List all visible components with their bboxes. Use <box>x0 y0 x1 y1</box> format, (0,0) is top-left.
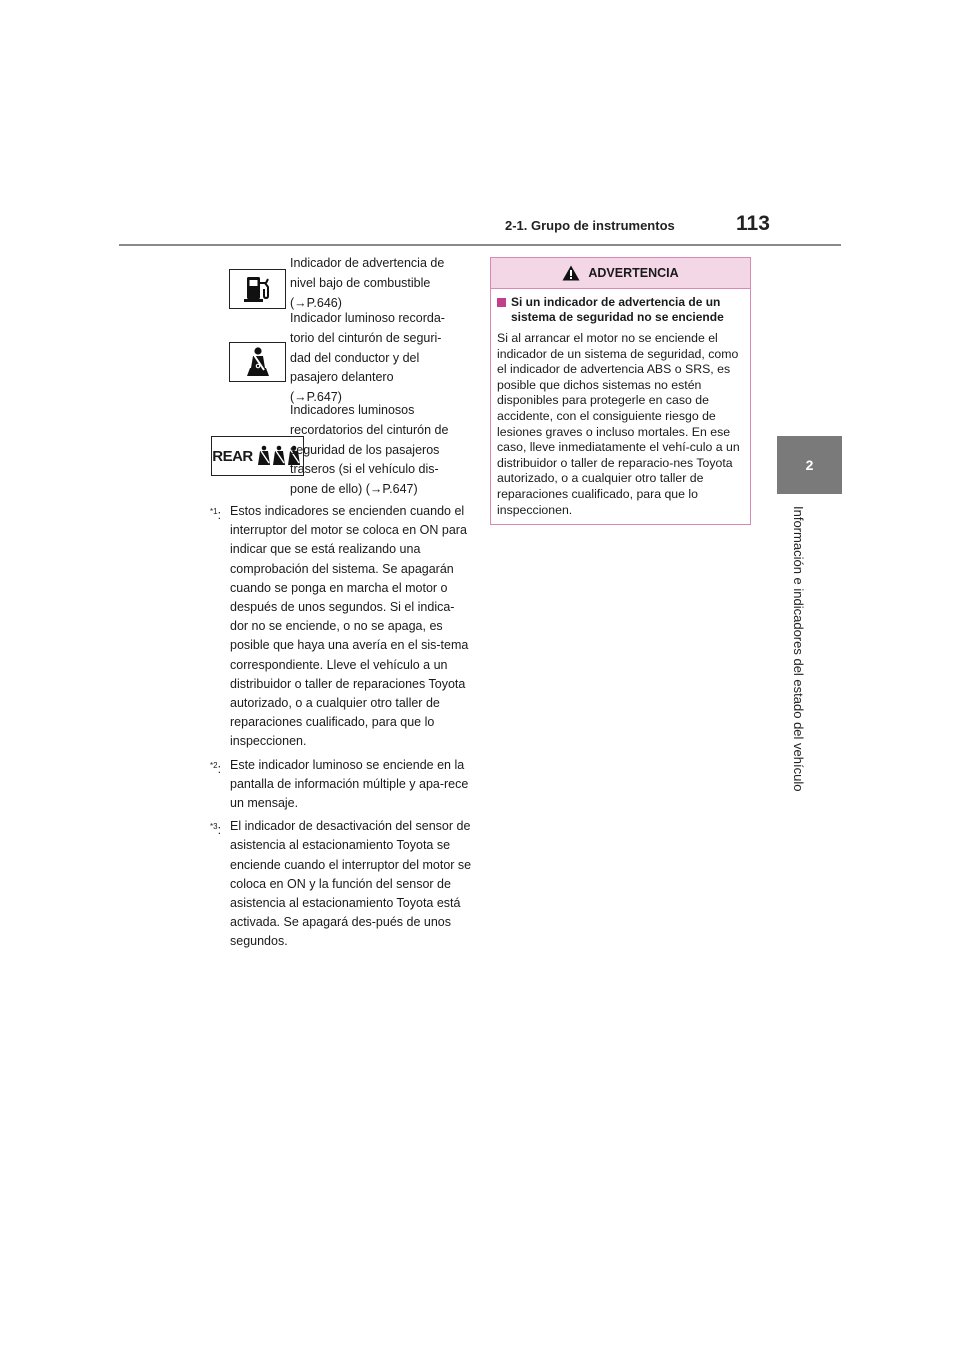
footnote-text: El indicador de desactivación del sensor de asistencia al estacionamiento Toyota se enciende cuando el interruptor del motor se coloca en ON y la función del sensor de asistencia al estacionamiento Toyota está activada. Se apagará des-pués de unos segundos. <box>230 819 472 949</box>
footnote: $^{*2}$: Este indicador luminoso se enciende en la pantalla de información múltiple y apa-rece un mensaje. <box>210 757 469 811</box>
warning-triangle-icon <box>562 265 580 281</box>
footnote-marker: *2 <box>210 760 218 770</box>
warning-box <box>490 257 751 525</box>
text-line: Indicadores luminosos <box>290 403 415 417</box>
fuel-pump-icon <box>229 269 286 309</box>
text-line: nivel bajo de combustible <box>290 275 431 290</box>
text-line: dad del conductor y del <box>290 350 420 365</box>
footnote-text: Estos indicadores se encienden cuando el interruptor del motor se coloca en ON para indicar que se está realizando una comprobación del sistema. Se apagarán cuando se ponga en marcha el motor o después de unos segundos. Si el indica-dor no se enciende, o no se apaga, es posible que haya una avería en el sis-tema correspondiente. Lleve el vehículo a un distribuidor o taller de reparaciones Toyota autorizado, o a cualquier otro taller de reparaciones cualificado, para que lo inspeccionen. <box>230 504 469 749</box>
footnote-marker: *1 <box>210 507 218 516</box>
page-number: 113 <box>736 212 770 235</box>
section-title: 2-1. Grupo de instrumentos <box>505 218 675 233</box>
warning-header <box>491 258 750 289</box>
footnote: $^{*1}$: Estos indicadores se encienden cuando el interruptor del motor se coloca en ON para indicar que se está realizando una comprobación del sistema. Se apagarán cuando se ponga en marcha el motor o después de unos segundos. Si el indica-dor no se enciende, o no se apaga, es posible que haya una avería en el sis-tema correspondiente. Lleve el vehículo a un distribuidor o taller de reparaciones Toyota autorizado, o a cualquier otro taller de reparaciones cualificado, para que lo inspeccionen. <box>210 504 469 749</box>
rear-label: REAR <box>212 447 253 465</box>
text-line: pone de ello) (→P.647) <box>290 482 418 497</box>
footnote: $^{*3}$: El indicador de desactivación del sensor de asistencia al estacionamiento Toyota se enciende cuando el interruptor del motor se coloca en ON y la función del sensor de asistencia al estacionamiento Toyota está activada. Se apagará des-pués de unos segundos. <box>210 819 472 949</box>
warning-body: Si al arrancar el motor no se enciende el indicador de un sistema de seguridad, como el indicador de advertencia ABS o SRS, es posible que dichos sistemas no estén disponibles para protegerle en caso de accidente, con el consiguiente riesgo de lesiones graves o incluso mortales. En ese caso, lleve inmediatamente el vehí-culo a un distribuidor o taller de reparacio-nes Toyota autorizado, o a cualquier otro taller de reparaciones cualificado, para que lo inspeccionen. <box>497 331 740 517</box>
fuel-indicator-description <box>290 254 472 313</box>
seatbelt-driver-icon <box>229 342 286 382</box>
front-seatbelt-description <box>290 309 472 408</box>
chapter-tab: 2 <box>777 436 842 494</box>
warning-subheading <box>491 289 750 325</box>
warning-subheading-text: Si un indicador de advertencia de un sistema de seguridad no se enciende <box>511 295 724 324</box>
text-line: torio del cinturón de seguri- <box>290 330 442 345</box>
text-line: Indicador de advertencia de <box>290 256 445 270</box>
text-line: pasajero delantero <box>290 370 394 385</box>
text-line: Indicador luminoso recorda- <box>290 311 445 325</box>
square-bullet-icon <box>497 298 506 307</box>
warning-title: ADVERTENCIA <box>588 266 679 280</box>
header-divider <box>119 244 841 246</box>
text-line: (→P.647) <box>290 390 342 405</box>
rear-seatbelt-description <box>290 401 472 500</box>
footnote-marker: *3 <box>210 822 218 832</box>
footnote-text: Este indicador luminoso se enciende en la pantalla de información múltiple y apa-rece un mensaje. <box>230 757 469 811</box>
text-line: traseros (si el vehículo dis- <box>290 462 439 477</box>
text-line: recordatorios del cinturón de <box>290 422 449 437</box>
text-line: (→P.646) <box>290 295 342 310</box>
chapter-title: Información e indicadores del estado del vehículo <box>791 506 806 792</box>
footnotes <box>210 502 472 956</box>
text-line: seguridad de los pasajeros <box>290 442 440 457</box>
